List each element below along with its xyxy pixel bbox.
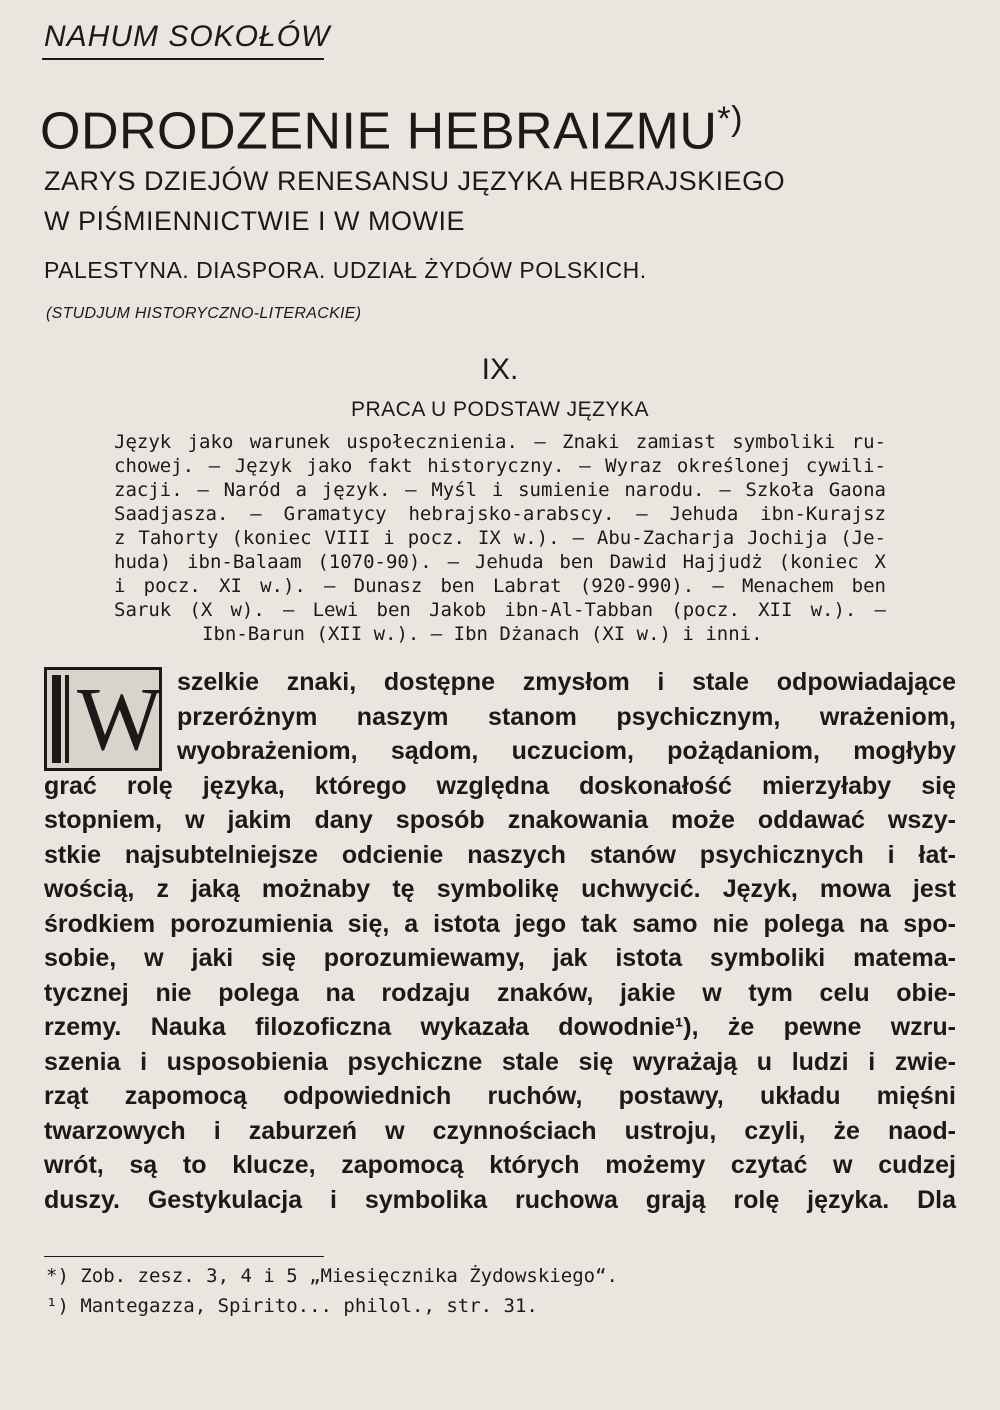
subtitle-line-1: ZARYS DZIEJÓW RENESANSU JĘZYKA HEBRAJSKIEGO [44,166,786,196]
body-line: sobie, w jaki się porozumiewamy, jak istota symboliki matema- [44,944,956,972]
body-line: wyobrażeniom, sądom, uczuciom, pożądaniom, mogłyby [177,737,956,765]
body-line: stopniem, w jakim dany sposób znakowania może oddawać wszy- [44,806,956,834]
subtitle-line-2: W PIŚMIENNICTWIE I W MOWIE [44,206,465,236]
body-line: wrót, są to klucze, zapomocą których możemy czytać w cudzej [44,1151,956,1179]
summary-line: i pocz. XI w.). — Dunasz ben Labrat (920-990). — Menachem ben [114,575,886,597]
body-line: twarzowych i zaburzeń w czynnościach ustroju, czyli, że naod- [44,1116,956,1145]
summary-line: Ibn-Barun (XII w.). — Ibn Dżanach (XI w.) i inni. [202,623,763,645]
chapter-number: IX. [481,353,519,386]
body-line: rząt zapomocą odpowiednich ruchów, postawy, układu mięśni [44,1082,956,1110]
footnote-rule [44,1256,324,1257]
author-name: NAHUM SOKOŁÓW [44,20,331,53]
chapter-summary [114,430,886,646]
body-line: stkie najsubtelniejsze odcienie naszych stanów psychicznych i łat- [44,840,956,869]
body-text [44,665,956,1217]
body-line: wością, z jaką możnaby tę symbolikę uchwycić. Język, mowa jest [44,875,956,903]
body-line: duszy. Gestykulacja i symbolika ruchowa grają rolę języka. Dla [44,1185,956,1214]
body-line: tycznej nie polega na rodzaju znaków, jakie w tym celu obie- [44,978,956,1007]
author-underline [42,58,324,60]
body-line: szenia i usposobienia psychiczne stale się wyrażają u ludzi i zwie- [44,1047,956,1076]
body-line: środkiem porozumienia się, a istota jego tak samo nie polega na spo- [44,909,956,938]
body-line: szelkie znaki, dostępne zmysłom i stale odpowiadające [177,668,956,696]
body-line: przeróżnym naszym stanom psychicznym, wrażeniom, [177,702,956,731]
summary-line: Saadjasza. — Gramatycy hebrajsko-arabscy. — Jehuda ibn-Kurajsz [114,503,886,525]
drop-cap-letter: W [77,670,162,769]
body-line: rzemy. Nauka filozoficzna wykazała dowodnie¹), że pewne wzru- [44,1013,956,1041]
subtitle-line-3: PALESTYNA. DIASPORA. UDZIAŁ ŻYDÓW POLSKICH. [44,257,647,283]
chapter-title: PRACA U PODSTAW JĘZYKA [350,398,650,421]
title-text: ODRODZENIE HEBRAIZMU [40,102,718,161]
page-title [40,100,743,161]
summary-line: Saruk (X w). — Lewi ben Jakob ibn-Al-Tabban (pocz. XII w.). — [114,599,886,621]
summary-line: Język jako warunek uspołecznienia. — Znaki zamiast symboliki ru- [114,431,886,453]
footnote: ¹) Mantegazza, Spirito... philol., str. 31. [46,1295,538,1317]
body-line: grać rolę języka, którego względna doskonałość mierzyłaby się [44,771,956,800]
summary-line: zacji. — Naród a język. — Myśl i sumienie narodu. — Szkoła Gaona [114,479,886,501]
summary-line: z Tahorty (koniec VIII i pocz. IX w.). — Abu-Zacharja Jochija (Je- [114,527,886,549]
summary-line: huda) ibn-Balaam (1070-90). — Jehuda ben Dawid Hajjudż (koniec X [114,551,886,573]
study-note: (STUDJUM HISTORYCZNO-LITERACKIE) [46,305,362,322]
title-footnote-mark: *) [717,100,743,138]
footnote: *) Zob. zesz. 3, 4 i 5 „Miesięcznika Żydowskiego“. [46,1265,618,1287]
summary-line: chowej. — Język jako fakt historyczny. — Wyraz określonej cywili- [114,455,886,477]
